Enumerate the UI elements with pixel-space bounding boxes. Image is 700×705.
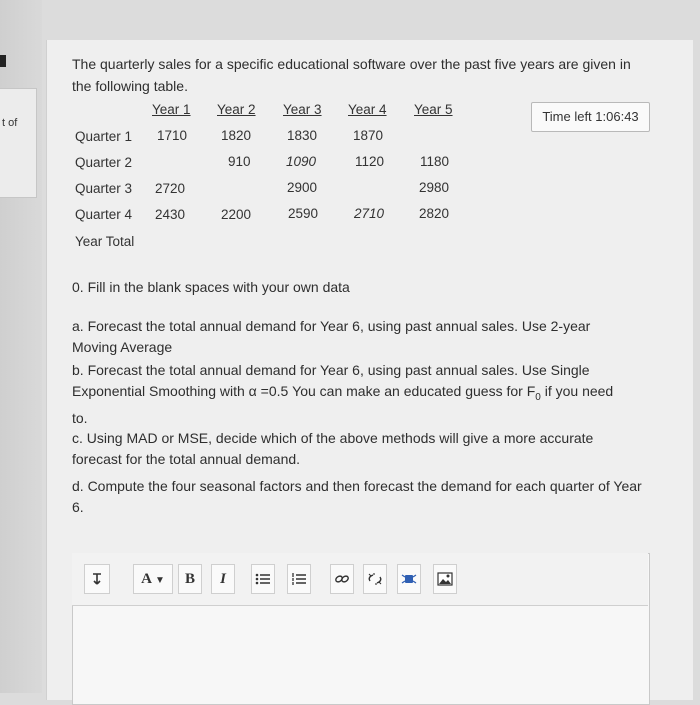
table-header-year1: Year 1 [152, 102, 191, 117]
table-cell: 910 [228, 154, 251, 169]
table-cell: 1830 [287, 128, 318, 143]
image-icon [437, 572, 453, 586]
table-cell: 1180 [420, 154, 450, 169]
question-b-text: b. Forecast the total annual demand for Year 6, using past annual sales. Use Single Exponential Smoothing with α =0.5 You can make an educated guess for F [72, 362, 590, 399]
media-icon [401, 572, 417, 586]
table-header-year4: Year 4 [348, 102, 387, 117]
media-button[interactable] [397, 564, 421, 594]
question-c: c. Using MAD or MSE, decide which of the above methods will give a more accurate forecast for the total annual demand. [72, 430, 594, 467]
question-b-subscript: 0 [535, 391, 541, 403]
image-button[interactable] [433, 564, 457, 594]
table-cell: 2200 [221, 207, 252, 222]
left-panel-text: t of [2, 117, 18, 129]
paragraph-format-icon [91, 572, 103, 586]
table-cell: 2590 [288, 206, 319, 221]
table-cell: 1710 [157, 128, 188, 143]
numbered-list-icon [291, 572, 307, 586]
numbered-list-button[interactable] [287, 564, 311, 594]
unlink-button[interactable] [363, 564, 387, 594]
table-header-year3: Year 3 [283, 102, 322, 117]
font-color-label: A [141, 571, 152, 587]
chevron-down-icon: ▼ [154, 575, 165, 586]
row-label-year-total: Year Total [75, 234, 135, 249]
link-button[interactable] [330, 564, 354, 594]
table-cell: 2710 [354, 206, 385, 221]
table-cell: 1090 [286, 154, 317, 169]
table-cell: 2980 [419, 180, 450, 195]
left-panel [0, 88, 37, 198]
table-header-year2: Year 2 [217, 102, 256, 117]
row-label-quarter3: Quarter 3 [75, 181, 133, 196]
table-cell: 2720 [155, 181, 186, 196]
table-cell: 2430 [155, 207, 186, 222]
link-icon [334, 572, 350, 586]
question-0: 0. Fill in the blank spaces with your own data [72, 279, 350, 295]
bullet-list-icon [255, 572, 271, 586]
font-color-button[interactable] [133, 564, 173, 594]
table-cell: 2900 [287, 180, 318, 195]
italic-button[interactable]: I [211, 564, 235, 594]
question-intro: The quarterly sales for a specific educational software over the past five years are given in the following table. [72, 56, 631, 94]
bullet-list-button[interactable] [251, 564, 275, 594]
unlink-icon [367, 572, 383, 586]
table-cell: 1870 [353, 128, 384, 143]
table-cell: 1820 [221, 128, 252, 143]
row-label-quarter2: Quarter 2 [75, 155, 133, 170]
row-label-quarter4: Quarter 4 [75, 207, 133, 222]
corner-mark [0, 55, 6, 67]
time-left-badge: Time left 1:06:43 [531, 102, 650, 132]
table-header-year5: Year 5 [414, 102, 453, 117]
paragraph-format-button[interactable] [84, 564, 110, 594]
row-label-quarter1: Quarter 1 [75, 129, 133, 144]
table-cell: 2820 [419, 206, 450, 221]
table-cell: 1120 [355, 154, 385, 169]
bold-button[interactable]: B [178, 564, 202, 594]
question-b [72, 360, 632, 429]
question-b-text-end: if you need to. [72, 383, 614, 426]
question-d: d. Compute the four seasonal factors and then forecast the demand for each quarter of Year 6. [72, 478, 642, 515]
question-a: a. Forecast the total annual demand for Year 6, using past annual sales. Use 2-year Moving Average [72, 318, 591, 355]
